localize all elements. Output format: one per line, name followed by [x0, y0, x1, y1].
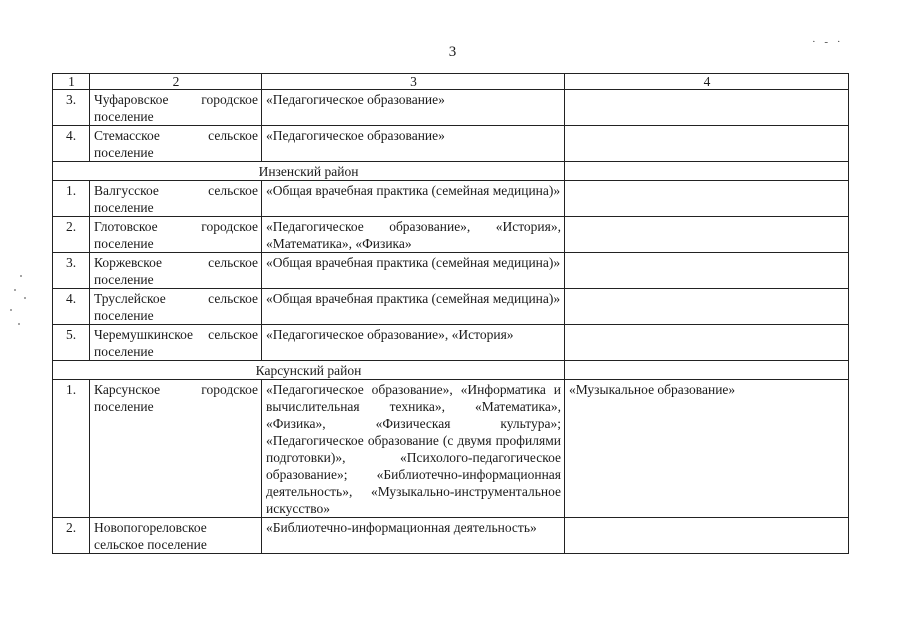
settlements-table — [52, 73, 849, 554]
table-row — [53, 126, 849, 162]
header-row — [53, 74, 849, 90]
scan-artifact-specks — [6, 275, 32, 335]
settlement-name: Стемасское сельское поселение — [90, 126, 262, 162]
header-cell-2: 2 — [90, 74, 262, 90]
table-row — [53, 325, 849, 361]
row-number: 5. — [53, 325, 90, 361]
header-cell-4: 4 — [565, 74, 849, 90]
education-programs: «Педагогическое образование» — [262, 90, 565, 126]
district-empty-cell — [565, 162, 849, 181]
settlement-name: Черемушкинское сельское поселение — [90, 325, 262, 361]
additional-programs — [565, 126, 849, 162]
scan-artifact-marks: · - · — [812, 36, 844, 48]
settlement-name: Новопогореловское сельское поселение — [90, 518, 262, 554]
additional-programs — [565, 181, 849, 217]
row-number: 1. — [53, 380, 90, 518]
education-programs: «Педагогическое образование», «История», «Математика», «Физика» — [262, 217, 565, 253]
district-empty-cell — [565, 361, 849, 380]
additional-programs — [565, 289, 849, 325]
education-programs: «Общая врачебная практика (семейная медицина)» — [262, 289, 565, 325]
additional-programs: «Музыкальное образование» — [565, 380, 849, 518]
education-programs: «Библиотечно-информационная деятельность» — [262, 518, 565, 554]
row-number: 2. — [53, 518, 90, 554]
table-row — [53, 289, 849, 325]
row-number: 1. — [53, 181, 90, 217]
table-row — [53, 380, 849, 518]
district-title: Инзенский район — [53, 162, 565, 181]
additional-programs — [565, 325, 849, 361]
additional-programs — [565, 90, 849, 126]
settlement-name: Карсунское городское поселение — [90, 380, 262, 518]
table-body — [53, 74, 849, 554]
education-programs: «Общая врачебная практика (семейная медицина)» — [262, 253, 565, 289]
table-row — [53, 90, 849, 126]
education-programs: «Педагогическое образование», «Информатика и вычислительная техника», «Математика», «Физика», «Физическая культура»; «Педагогическое образование (с двумя профилями подготовки)», «Психолого-педагогическое образование»; «Библиотечно-информационная деятельность», «Музыкально-инструментальное искусство» — [262, 380, 565, 518]
settlement-name: Труслейское сельское поселение — [90, 289, 262, 325]
page-number: 3 — [448, 44, 457, 60]
district-title: Карсунский район — [53, 361, 565, 380]
table-row — [53, 217, 849, 253]
header-cell-1: 1 — [53, 74, 90, 90]
settlement-name: Валгусское сельское поселение — [90, 181, 262, 217]
education-programs: «Педагогическое образование», «История» — [262, 325, 565, 361]
district-row — [53, 162, 849, 181]
row-number: 4. — [53, 126, 90, 162]
row-number: 3. — [53, 90, 90, 126]
additional-programs — [565, 518, 849, 554]
row-number: 3. — [53, 253, 90, 289]
education-programs: «Педагогическое образование» — [262, 126, 565, 162]
additional-programs — [565, 217, 849, 253]
table-row — [53, 181, 849, 217]
table-row — [53, 253, 849, 289]
row-number: 4. — [53, 289, 90, 325]
additional-programs — [565, 253, 849, 289]
settlement-name: Глотовское городское поселение — [90, 217, 262, 253]
table-row — [53, 518, 849, 554]
education-programs: «Общая врачебная практика (семейная медицина)» — [262, 181, 565, 217]
settlement-name: Коржевское сельское поселение — [90, 253, 262, 289]
settlement-name: Чуфаровское городское поселение — [90, 90, 262, 126]
district-row — [53, 361, 849, 380]
header-cell-3: 3 — [262, 74, 565, 90]
row-number: 2. — [53, 217, 90, 253]
